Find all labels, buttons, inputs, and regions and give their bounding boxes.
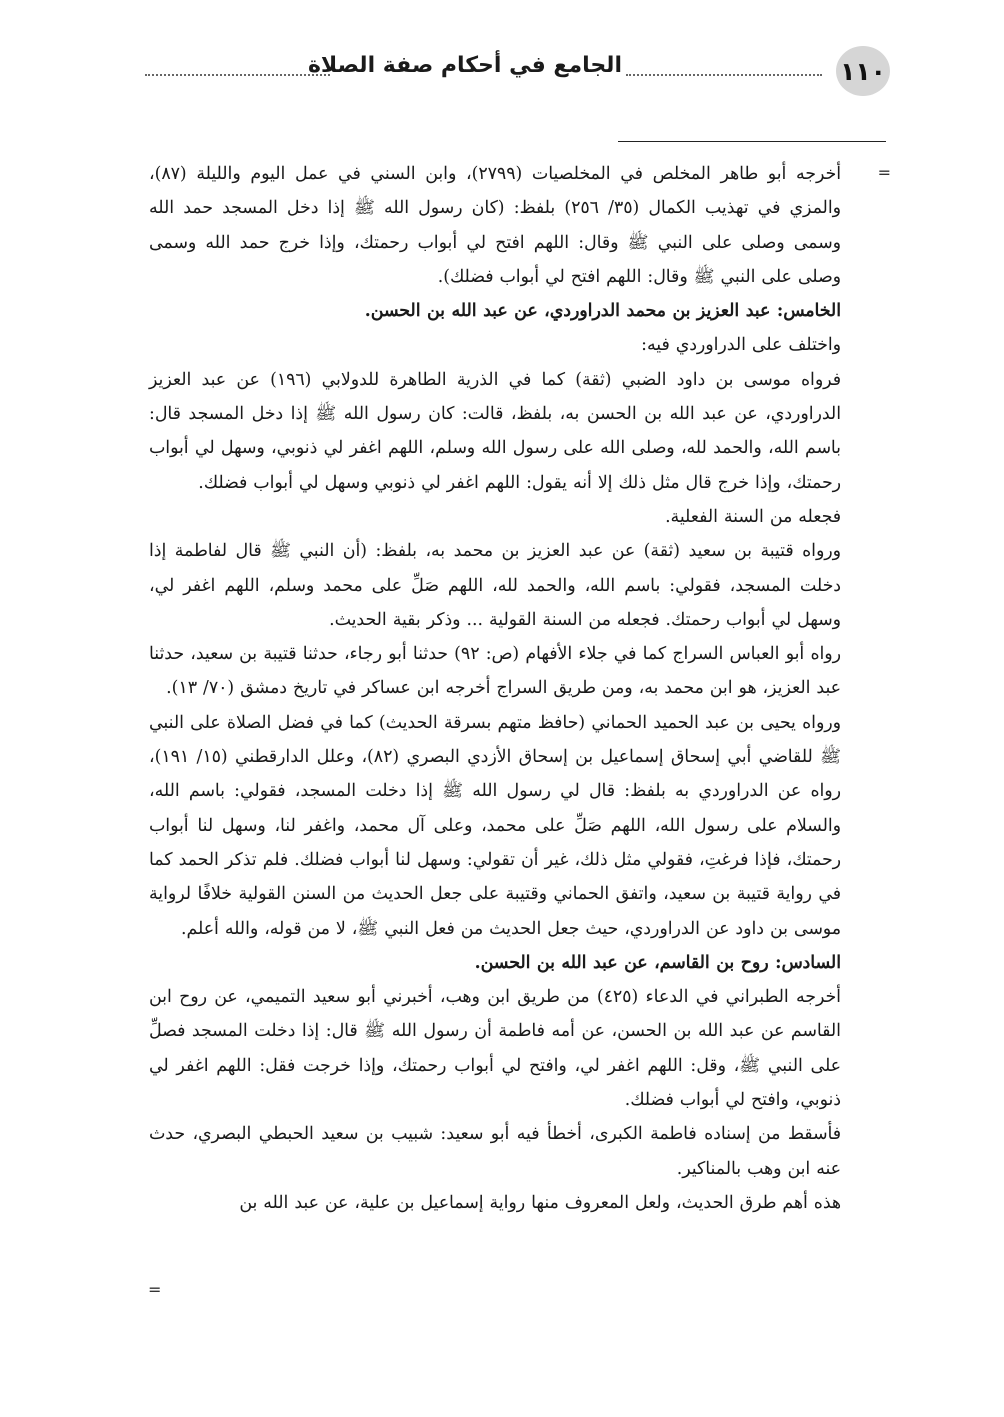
paragraph: ورواه قتيبة بن سعيد (ثقة) عن عبد العزيز بن محمد به، بلفظ: (أن النبي ﷺ قال لفاطمة إذا دخلت المسجد، فقولي: باسم الله، والحمد لله، اللهم صَلِّ على محمد وسلم، اللهم اغفر لي، وسهل لي أبواب رحمتك. فجعله من السنة القولية ... وذكر بقية الحديث.	[149, 541, 841, 630]
header-dotted-divider-right	[626, 74, 822, 76]
paragraph: رواه أبو العباس السراج كما في جلاء الأفهام (ص: ٩٢) حدثنا أبو رجاء، حدثنا قتيبة بن سعيد، حدثنا عبد العزيز، هو ابن محمد به، ومن طريق السراج أخرجه ابن عساكر في تاريخ دمشق (٧٠/ ١٣).	[149, 644, 841, 699]
section-heading-sixth: السادس: روح بن القاسم، عن عبد الله بن الحسن.	[474, 952, 841, 973]
header-dotted-divider-left	[145, 74, 330, 76]
footnote-body	[149, 157, 841, 1220]
book-title: الجامع في أحكام صفة الصلاة	[307, 53, 622, 78]
page-header	[145, 44, 890, 100]
paragraph-last: هذه أهم طرق الحديث، ولعل المعروف منها رواية إسماعيل بن علية، عن عبد الله بن	[239, 1192, 841, 1213]
paragraph: أخرجه الطبراني في الدعاء (٤٢٥) من طريق ابن وهب، أخبرني أبو سعيد التميمي، عن روح ابن القاسم عن عبد الله بن الحسن، عن أمه فاطمة أن رسول الله ﷺ قال: إذا دخلت المسجد فصلِّ على النبي ﷺ، وقل: اللهم اغفر لي، وافتح لي أبواب رحمتك، وإذا خرجت فقل: اللهم اغفر لي ذنوبي، وافتح لي أبواب فضلك.	[149, 987, 841, 1111]
paragraph: ورواه يحيى بن عبد الحميد الحماني (حافظ متهم بسرقة الحديث) كما في فضل الصلاة على النبي ﷺ للقاضي أبي إسحاق إسماعيل بن إسحاق الأزدي البصري (٨٢)، وعلل الدارقطني (١٥/ ١٩١)، رواه عن الدراوردي به بلفظ: قال لي رسول الله ﷺ إذا دخلت المسجد، فقولي: باسم الله، والسلام على رسول الله، اللهم صَلِّ على محمد، وعلى آل محمد، واغفر لنا، وسهل لنا أبواب رحمتك، فإذا فرغتِ، فقولي مثل ذلك، غير أن تقولي: وسهل لنا أبواب فضلك. فلم تذكر الحمد كما في رواية قتيبة بن سعيد، واتفق الحماني وقتيبة على جعل الحديث من السنن القولية خلافًا لرواية موسى بن داود عن الدراوردي، حيث جعل الحديث من فعل النبي ﷺ، لا من قوله، والله أعلم.	[149, 712, 841, 939]
continuation-marker-bottom: =	[148, 1280, 162, 1299]
paragraph: فجعله من السنة الفعلية.	[665, 506, 841, 527]
paragraph: واختلف على الدراوردي فيه:	[641, 335, 841, 356]
section-heading-fifth: الخامس: عبد العزيز بن محمد الدراوردي، عن عبد الله بن الحسن.	[364, 301, 841, 322]
paragraph: فأسقط من إسناده فاطمة الكبرى، أخطأ فيه أبو سعيد: شبيب بن سعيد الحبطي البصري، حدث عنه ابن وهب بالمناكير.	[149, 1124, 841, 1179]
continuation-marker-top: =	[877, 163, 891, 182]
paragraph: فرواه موسى بن داود الضبي (ثقة) كما في الذرية الطاهرة للدولابي (١٩٦) عن عبد العزيز الدراوردي، عن عبد الله بن الحسن به، بلفظ، قالت: كان رسول الله ﷺ إذا دخل المسجد قال: باسم الله، والحمد لله، وصلى الله على رسول الله وسلم، اللهم اغفر لي ذنوبي، وسهل لي أبواب رحمتك، وإذا خرج قال مثل ذلك إلا أنه يقول: اللهم اغفر لي ذنوبي وسهل لي أبواب فضلك.	[149, 369, 841, 493]
paragraph-takhrij-intro: أخرجه أبو طاهر المخلص في المخلصيات (٢٧٩٩)، وابن السني في عمل اليوم والليلة (٨٧)، والمزي في تهذيب الكمال (٣٥/ ٢٥٦) بلفظ: (كان رسول الله ﷺ إذا دخل المسجد حمد الله وسمى وصلى على النبي ﷺ وقال: اللهم افتح لي أبواب رحمتك، وإذا خرج حمد الله وسمى وصلى على النبي ﷺ وقال: اللهم افتح لي أبواب فضلك).	[149, 164, 842, 287]
page-number: ١١٠	[836, 46, 890, 96]
footnote-separator-rule	[618, 141, 886, 142]
